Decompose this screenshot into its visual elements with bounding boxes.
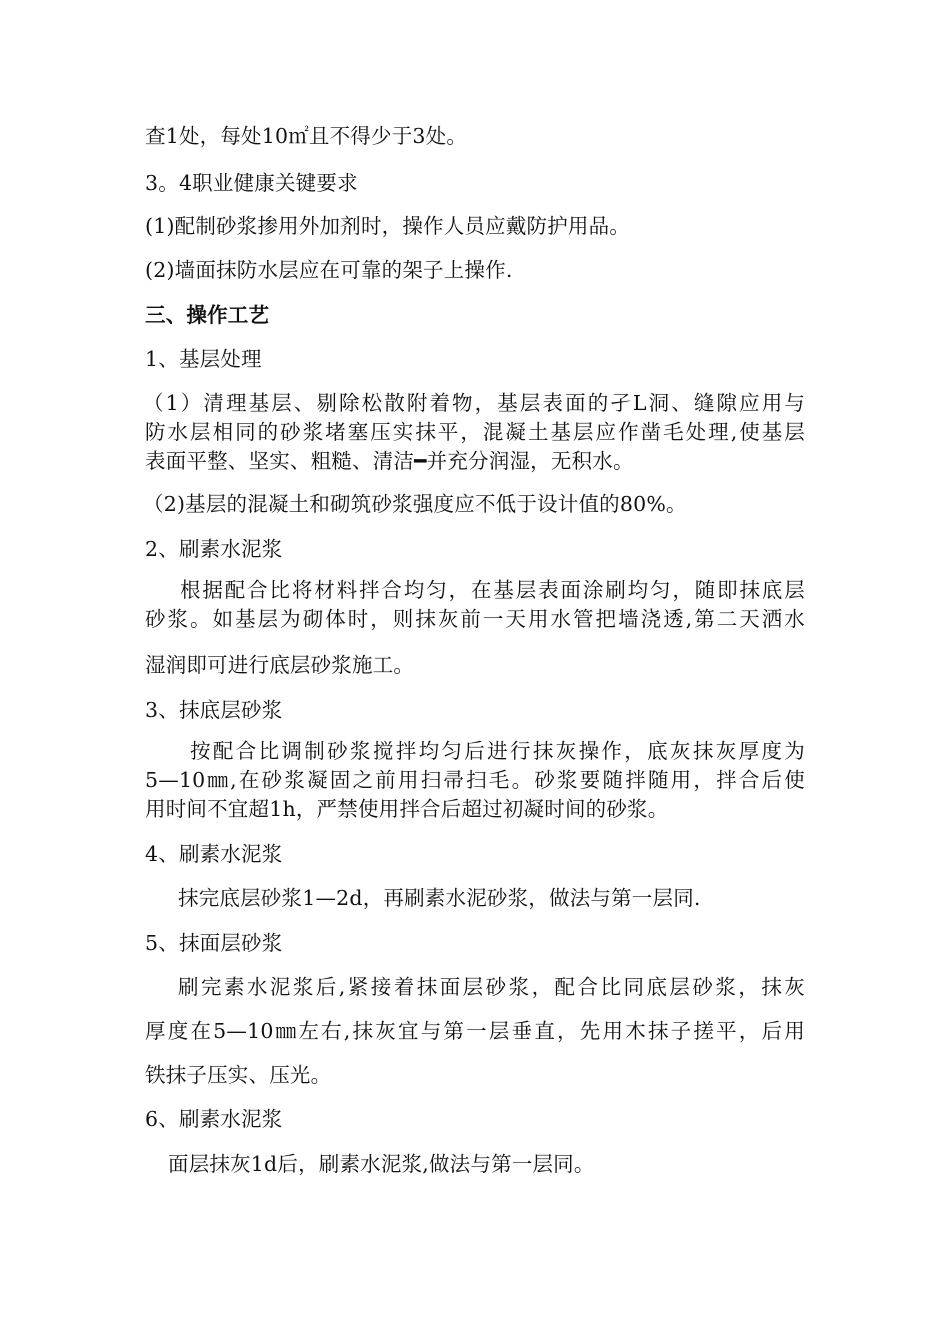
text-line: 铁抹子压实、压光。: [145, 1063, 332, 1087]
text-line: 查1处，每处10㎡且不得少于3处。: [145, 124, 468, 148]
text-line: (2)墙面抹防水层应在可靠的架子上操作.: [145, 258, 513, 282]
text-line: 5—10㎜,在砂浆凝固之前用扫帚扫毛。砂浆要随拌随用，拌合后使: [145, 768, 805, 792]
text-line: 面层抹灰1d后，刷素水泥浆,做法与第一层同。: [168, 1152, 595, 1176]
text-line: 砂浆。如基层为砌体时，则抹灰前一天用水管把墙浇透,第二天洒水: [145, 607, 805, 631]
step-heading: 2、刷素水泥浆: [145, 537, 283, 561]
text-line: （2)基层的混凝土和砌筑砂浆强度应不低于设计值的80%。: [143, 492, 687, 516]
step-heading: 5、抹面层砂浆: [145, 931, 283, 955]
section-heading: 三、操作工艺: [145, 303, 270, 327]
text-line: 用时间不宜超1h，严禁使用拌合后超过初凝时间的砂浆。: [145, 797, 669, 821]
text-line: 湿润即可进行底层砂浆施工。: [145, 653, 415, 677]
step-heading: 6、刷素水泥浆: [145, 1107, 283, 1131]
step-heading: 1、基层处理: [145, 347, 262, 371]
text-line: 表面平整、坚实、粗糙、清洁━并充分润湿，无积水。: [145, 449, 634, 473]
text-line: 刷完素水泥浆后,紧接着抹面层砂浆，配合比同底层砂浆，抹灰: [178, 975, 805, 999]
step-heading: 3、抹底层砂浆: [145, 698, 283, 722]
text-line: 根据配合比将材料拌合均匀，在基层表面涂刷均匀，随即抹底层: [180, 578, 805, 602]
step-heading: 4、刷素水泥浆: [145, 842, 283, 866]
text-line: 按配合比调制砂浆搅拌均匀后进行抹灰操作，底灰抹灰厚度为: [190, 739, 805, 763]
text-line: (1)配制砂浆掺用外加剂时，操作人员应戴防护用品。: [145, 214, 631, 238]
text-line: 抹完底层砂浆1—2d，再刷素水泥砂浆，做法与第一层同.: [178, 886, 701, 910]
text-line: （1）清理基层、剔除松散附着物，基层表面的孑L洞、缝隙应用与: [143, 391, 805, 415]
section-subheading: 3。4职业健康关键要求: [145, 171, 358, 195]
text-line: 厚度在5—10㎜左右,抹灰宜与第一层垂直，先用木抹子搓平，后用: [145, 1019, 805, 1043]
text-line: 防水层相同的砂浆堵塞压实抹平，混凝土基层应作凿毛处理,使基层: [145, 420, 805, 444]
